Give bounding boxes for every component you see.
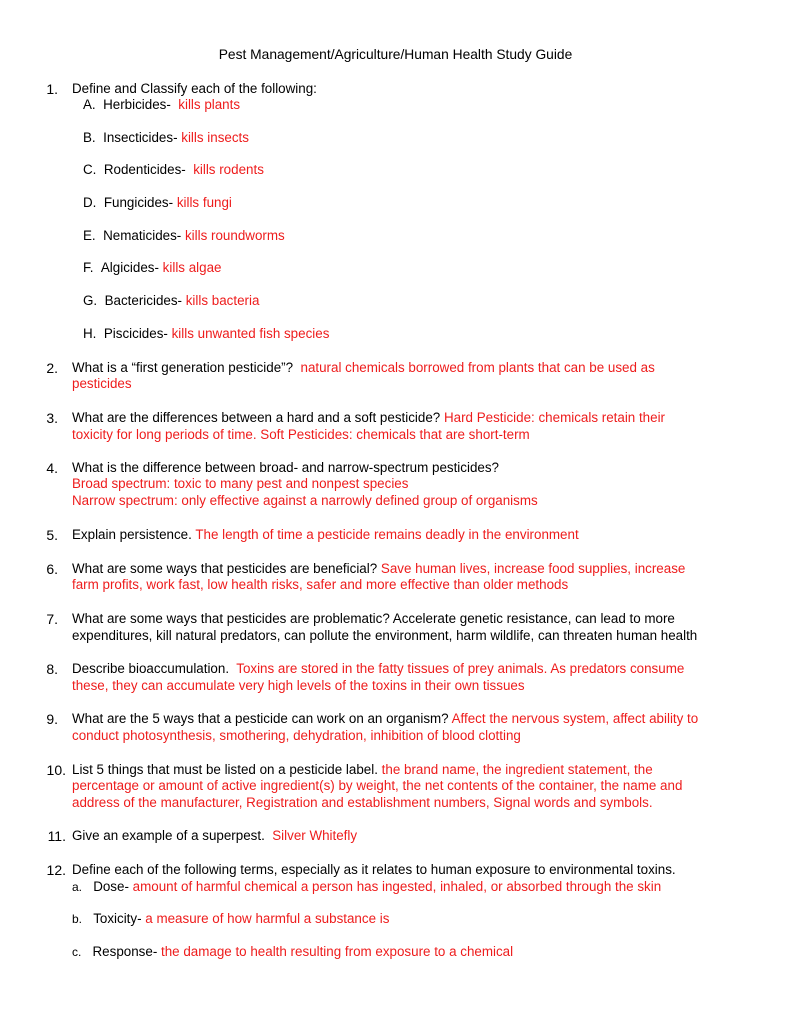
question-number: 2. (46, 360, 58, 376)
question-prompt: List 5 things that must be listed on a pesticide label. (72, 762, 378, 777)
item-answer: a measure of how harmful a substance is (145, 911, 390, 926)
definition-item (83, 130, 249, 146)
item-term: Toxicity- (93, 911, 142, 926)
item-term: Nematicides- (103, 228, 182, 243)
question-prompt: What are the differences between a hard and a soft pesticide? (72, 410, 441, 425)
question-number: 6. (46, 561, 58, 577)
item-answer: the damage to health resulting from exposure to a chemical (161, 944, 514, 959)
question-number: 11. (47, 828, 66, 844)
question-prompt: What is the difference between broad- and narrow-spectrum pesticides? (72, 460, 499, 475)
item-answer: kills roundworms (184, 228, 285, 243)
answer-text: Broad spectrum: toxic to many pest and nonpest species (72, 476, 409, 491)
answer-text: Silver Whitefly (272, 828, 358, 843)
item-term: Herbicides- (103, 97, 171, 112)
item-answer: kills unwanted fish species (171, 326, 330, 341)
item-letter: G. (83, 293, 98, 308)
item-term: Response- (92, 944, 158, 959)
item-term: Piscicides- (103, 326, 168, 341)
question-prompt: expenditures, kill natural predators, can pollute the environment, harm wildlife, can threaten human health (72, 628, 698, 643)
definition-item (83, 162, 264, 178)
item-letter: E. (83, 228, 96, 243)
item-letter: A. (83, 97, 96, 112)
answer-text: The length of time a pesticide remains deadly in the environment (195, 527, 579, 542)
question-number: 8. (46, 661, 58, 677)
item-letter: c. (72, 945, 82, 959)
answer-text: address of the manufacturer, Registration and establishment numbers, Signal words and symbols. (72, 795, 653, 810)
question-prompt: What are some ways that pesticides are beneficial? (72, 561, 378, 576)
question-prompt: What is a “first generation pesticide”? (72, 360, 294, 375)
answer-text: Toxins are stored in the fatty tissues of prey animals. As predators consume (236, 661, 685, 676)
item-answer: amount of harmful chemical a person has ingested, inhaled, or absorbed through the skin (132, 879, 662, 894)
answer-text: these, they can accumulate very high levels of the toxins in their own tissues (72, 678, 525, 693)
question-line (72, 410, 665, 426)
question-number: 5. (46, 527, 58, 543)
item-answer: kills plants (178, 97, 241, 112)
answer-text: percentage or amount of active ingredient(s) by weight, the net contents of the container, the name and (72, 778, 683, 793)
definition-item (83, 97, 240, 113)
question-prompt: Define and Classify each of the following: (72, 81, 317, 96)
item-term: Bactericides- (104, 293, 182, 308)
answer-text: farm profits, work fast, low health risks, safer and more effective than older methods (72, 577, 569, 592)
item-term: Insecticides- (103, 130, 178, 145)
answer-text: pesticides (72, 376, 132, 391)
question-line (72, 661, 684, 677)
answer-text: natural chemicals borrowed from plants that can be used as (300, 360, 655, 375)
item-answer: kills insects (181, 130, 249, 145)
item-term: Rodenticides- (103, 162, 186, 177)
definition-item (83, 228, 285, 244)
answer-text: the brand name, the ingredient statement, the (381, 762, 653, 777)
answer-text: toxicity for long periods of time. Soft Pesticides: chemicals that are short-term (72, 427, 530, 442)
item-letter: B. (83, 130, 96, 145)
question-line (72, 527, 579, 543)
definition-item (72, 879, 661, 895)
item-answer: kills algae (162, 260, 222, 275)
item-answer: kills fungi (176, 195, 232, 210)
question-number: 10. (46, 762, 66, 778)
item-letter: D. (83, 195, 97, 210)
answer-text: Hard Pesticide: chemicals retain their (443, 410, 666, 425)
item-term: Fungicides- (103, 195, 174, 210)
item-term: Algicides- (100, 260, 159, 275)
item-letter: b. (72, 912, 83, 926)
question-line (72, 711, 698, 727)
answer-text: conduct photosynthesis, smothering, dehydration, inhibition of blood clotting (72, 728, 521, 743)
question-prompt: Explain persistence. (72, 527, 192, 542)
question-prompt: Give an example of a superpest. (72, 828, 265, 843)
question-number: 9. (46, 711, 58, 727)
question-prompt: What are some ways that pesticides are problematic? Accelerate genetic resistance, can lead to more (72, 611, 675, 626)
answer-text: Affect the nervous system, affect ability to (451, 711, 699, 726)
definition-item (83, 195, 232, 211)
definition-item (83, 326, 329, 342)
answer-text: Narrow spectrum: only effective against a narrowly defined group of organisms (72, 493, 538, 508)
question-number: 12. (46, 862, 66, 878)
question-number: 7. (46, 611, 58, 627)
item-letter: H. (83, 326, 97, 341)
question-line (72, 360, 655, 376)
question-number: 4. (46, 460, 58, 476)
question-prompt: What are the 5 ways that a pesticide can work on an organism? (72, 711, 449, 726)
question-line (72, 762, 653, 778)
item-answer: kills bacteria (185, 293, 260, 308)
item-letter: a. (72, 880, 83, 894)
item-letter: C. (83, 162, 97, 177)
definition-item (72, 911, 389, 927)
question-line (72, 828, 357, 844)
question-number: 1. (46, 81, 58, 97)
question-line (72, 561, 685, 577)
item-letter: F. (83, 260, 94, 275)
definition-item (83, 260, 221, 276)
question-number: 3. (46, 410, 58, 426)
answer-text: Save human lives, increase food supplies, increase (380, 561, 686, 576)
item-term: Dose- (93, 879, 129, 894)
definition-item (72, 944, 513, 960)
question-prompt: Describe bioaccumulation. (72, 661, 230, 676)
question-prompt: Define each of the following terms, especially as it relates to human exposure to environmental toxins. (72, 862, 676, 877)
definition-item (83, 293, 259, 309)
item-answer: kills rodents (193, 162, 264, 177)
page-title: Pest Management/Agriculture/Human Health Study Guide (218, 47, 573, 62)
